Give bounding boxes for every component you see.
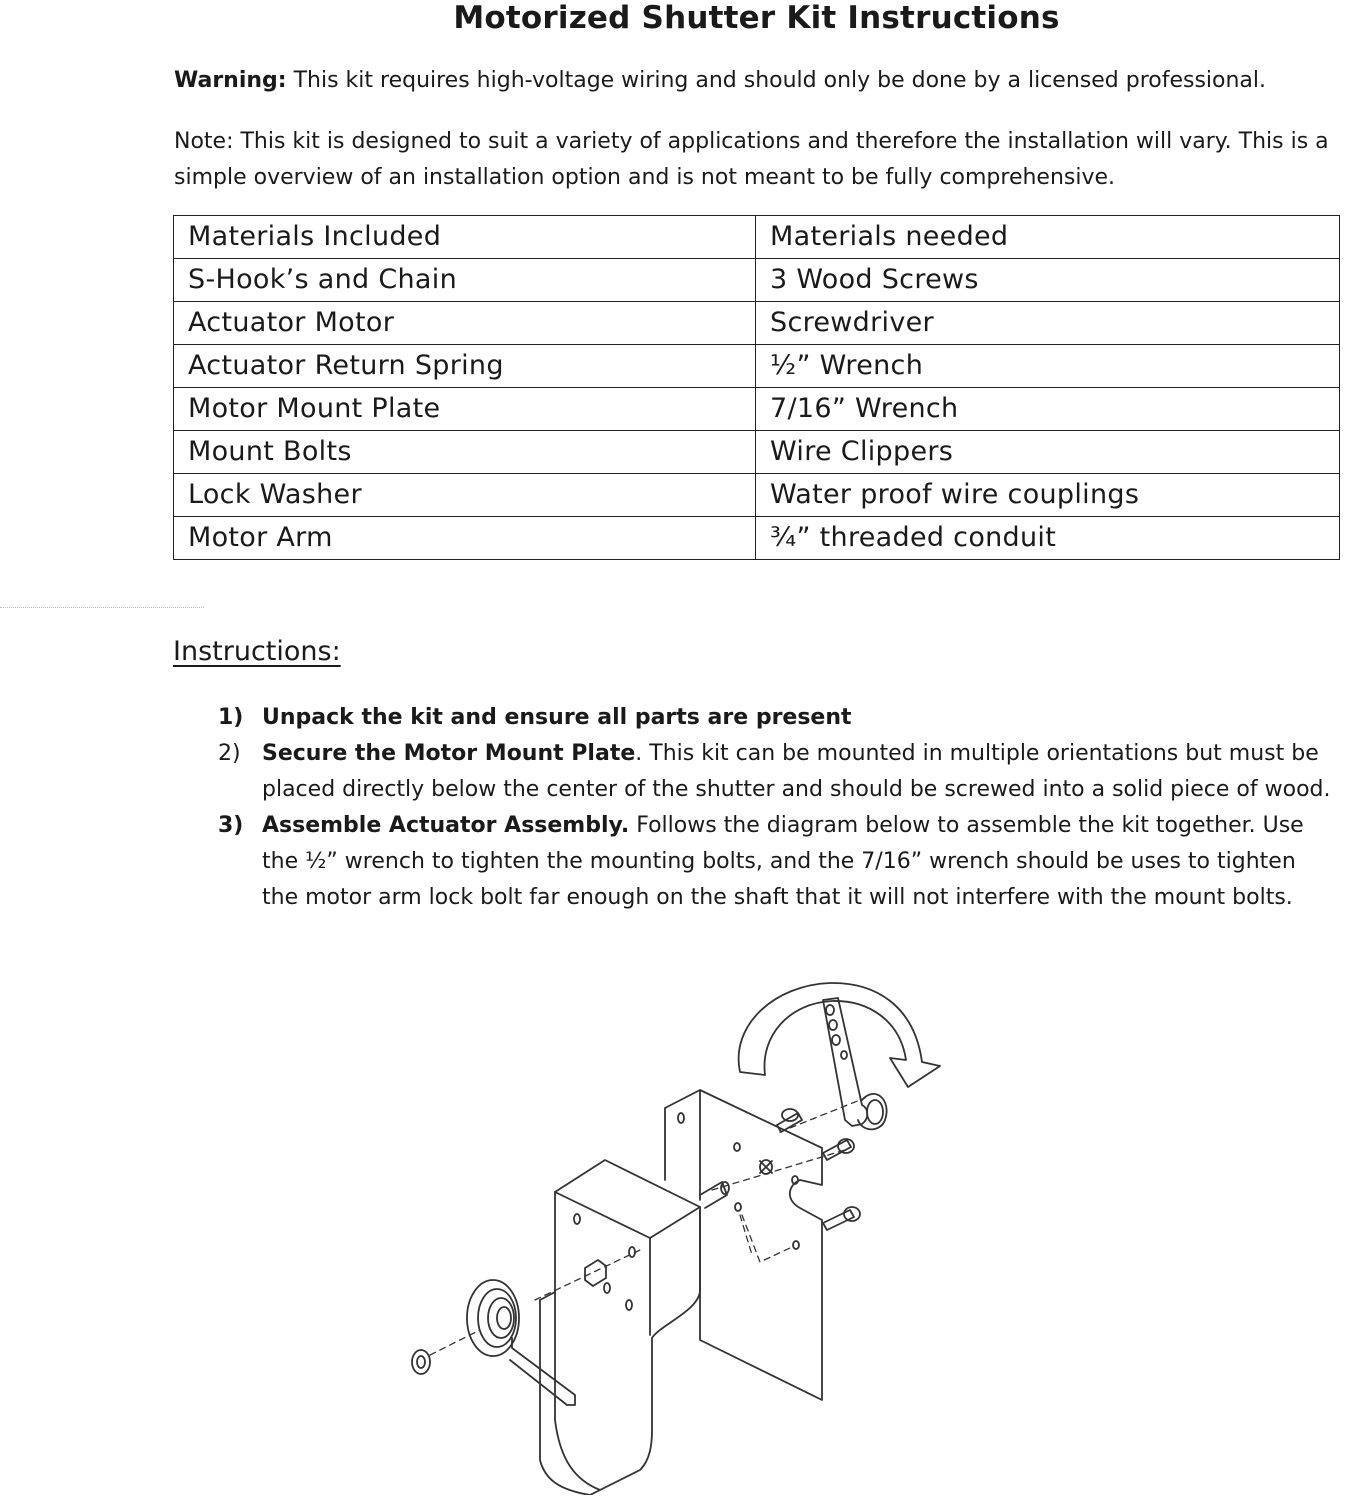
motor-arm-icon <box>823 998 887 1129</box>
table-cell: Motor Arm <box>174 517 756 560</box>
table-cell: Materials needed <box>756 216 1340 259</box>
table-row <box>174 216 1340 259</box>
note-text: Note: This kit is designed to suit a variety of applications and therefore the installation will vary. This is a simple overview of an installation option and is not meant to be fully comprehensive. <box>174 129 1329 190</box>
rotation-arrow-icon <box>739 983 940 1087</box>
table-cell: Water proof wire couplings <box>756 474 1340 517</box>
table-cell: ¾” threaded conduit <box>756 517 1340 560</box>
step-title: Assemble Actuator Assembly. <box>262 813 630 838</box>
table-row <box>174 517 1340 560</box>
actuator-assembly-diagram <box>400 975 960 1495</box>
motor-mount-plate-icon <box>665 1090 822 1400</box>
table-row <box>174 431 1340 474</box>
table-cell: S-Hook’s and Chain <box>174 259 756 302</box>
warning-text <box>174 68 1266 93</box>
table-cell: Materials Included <box>174 216 756 259</box>
materials-table <box>173 215 1340 560</box>
step-number: 2) <box>218 741 241 766</box>
list-item <box>212 700 1337 736</box>
warning-body: This kit requires high-voltage wiring and should only be done by a licensed professional. <box>286 68 1267 93</box>
table-row <box>174 388 1340 431</box>
step-title: Secure the Motor Mount Plate <box>262 741 636 766</box>
table-cell: Mount Bolts <box>174 431 756 474</box>
lock-washer-icon <box>412 1350 430 1374</box>
instruction-steps <box>212 700 1337 916</box>
table-cell: 3 Wood Screws <box>756 259 1340 302</box>
table-cell: Screwdriver <box>756 302 1340 345</box>
table-row <box>174 302 1340 345</box>
table-row <box>174 259 1340 302</box>
table-cell: Actuator Return Spring <box>174 345 756 388</box>
mount-bolt-icon <box>777 1109 860 1230</box>
step-text: . This kit can be mounted in multiple orientations but must be placed directly below the center of the shutter and should be screwed into a solid piece of wood. <box>262 741 1331 802</box>
table-row <box>174 345 1340 388</box>
step-number: 1) <box>218 705 244 730</box>
warning-label: Warning: <box>174 68 287 93</box>
instructions-heading: Instructions: <box>173 636 341 667</box>
table-cell: Actuator Motor <box>174 302 756 345</box>
table-cell: ½” Wrench <box>756 345 1340 388</box>
step-title: Unpack the kit and ensure all parts are present <box>262 705 852 730</box>
page-title: Motorized Shutter Kit Instructions <box>453 0 1060 36</box>
table-cell: 7/16” Wrench <box>756 388 1340 431</box>
list-item <box>212 736 1337 808</box>
table-row <box>174 474 1340 517</box>
divider <box>0 607 204 608</box>
table-cell: Wire Clippers <box>756 431 1340 474</box>
table-cell: Motor Mount Plate <box>174 388 756 431</box>
step-text: Follows the diagram below to assemble the kit together. Use the ½” wrench to tighten the mounting bolts, and the 7/16” wrench should be uses to tighten the motor arm lock bolt far enough on the shaft that it will not interfere with the mount bolts. <box>262 813 1304 910</box>
table-cell: Lock Washer <box>174 474 756 517</box>
step-number: 3) <box>218 813 244 838</box>
list-item <box>212 808 1337 916</box>
return-spring-icon <box>467 1280 575 1405</box>
